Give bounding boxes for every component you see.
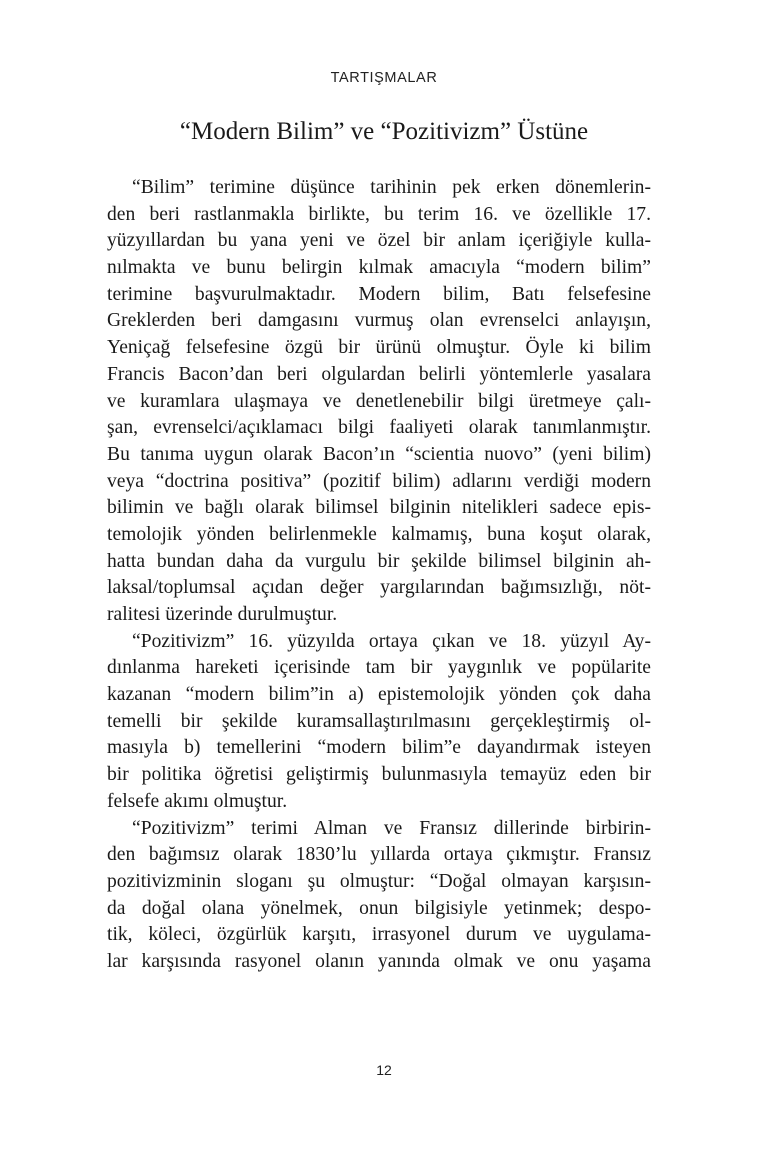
- text-line: Greklerden beri damgasını vurmuş olan evrenselci anlayışın,: [107, 310, 651, 332]
- text-line: “Pozitivizm” 16. yüzyılda ortaya çıkan ve 18. yüzyıl Ay-: [132, 630, 651, 652]
- text-line: nılmakta ve bunu belirgin kılmak amacıyla “modern bilim”: [107, 257, 651, 279]
- text-line: ralitesi üzerinde durulmuştur.: [107, 604, 338, 625]
- text-line: felsefe akımı olmuştur.: [107, 790, 288, 812]
- text-line: şan, evrenselci/açıklamacı bilgi faaliyeti olarak tanımlanmıştır.: [107, 417, 651, 439]
- body-text: [107, 175, 651, 976]
- text-line: da doğal olana yönelmek, onun bilgisiyle yetinmek; despo-: [107, 897, 651, 919]
- chapter-title: “Modern Bilim” ve “Pozitivizm” Üstüne: [179, 118, 589, 145]
- text-line: Francis Bacon’dan beri olgulardan belirli yöntemlerle yasalara: [107, 363, 651, 385]
- text-line: dınlanma hareketi içerisinde tam bir yaygınlık ve popülarite: [107, 657, 651, 679]
- text-line: masıyla b) temellerini “modern bilim”e dayandırmak isteyen: [107, 737, 651, 759]
- text-line: terimine başvurulmaktadır. Modern bilim, Batı felsefesine: [107, 283, 651, 305]
- running-head: TARTIŞMALAR: [330, 70, 438, 86]
- text-line: laksal/toplumsal açıdan değer yargılarından bağımsızlığı, nöt-: [107, 577, 651, 599]
- text-line: “Bilim” terimine düşünce tarihinin pek erken dönemlerin-: [132, 177, 651, 198]
- page-number: 12: [376, 1062, 392, 1078]
- text-line: temolojik yönden belirlenmekle kalmamış, buna koşut olarak,: [107, 523, 651, 545]
- text-line: bir politika öğretisi geliştirmiş bulunmasıyla temayüz eden bir: [107, 764, 651, 786]
- text-line: den bağımsız olarak 1830’lu yıllarda ortaya çıkmıştır. Fransız: [107, 844, 651, 866]
- text-line: hatta bundan daha da vurgulu bir şekilde bilimsel bilginin ah-: [107, 550, 651, 572]
- text-line: yüzyıllardan bu yana yeni ve özel bir anlam içeriğiyle kulla-: [107, 230, 651, 252]
- text-line: ve kuramlara ulaşmaya ve denetlenebilir bilgi üretmeye çalı-: [107, 390, 651, 412]
- text-line: temelli bir şekilde kuramsallaştırılmasını gerçekleştirmiş ol-: [107, 710, 651, 732]
- text-line: “Pozitivizm” terimi Alman ve Fransız dillerinde birbirin-: [132, 817, 651, 839]
- text-line: tik, köleci, özgürlük karşıtı, irrasyonel durum ve uygulama-: [107, 924, 651, 946]
- text-line: Yeniçağ felsefesine özgü bir ürünü olmuştur. Öyle ki bilim: [107, 337, 651, 359]
- text-line: den beri rastlanmakla birlikte, bu terim 16. ve özellikle 17.: [107, 203, 651, 225]
- text-line: Bu tanıma uygun olarak Bacon’ın “scientia nuovo” (yeni bilim): [107, 443, 651, 465]
- text-line: kazanan “modern bilim”in a) epistemolojik yönden çok daha: [107, 684, 651, 706]
- text-line: bilimin ve bağlı olarak bilimsel bilginin nitelikleri sadece epis-: [107, 497, 651, 519]
- text-line: veya “doctrina positiva” (pozitif bilim) adlarını verdiği modern: [107, 470, 651, 492]
- text-line: pozitivizminin sloganı şu olmuştur: “Doğal olmayan karşısın-: [107, 870, 651, 892]
- text-line: lar karşısında rasyonel olanın yanında olmak ve onu yaşama: [107, 950, 651, 972]
